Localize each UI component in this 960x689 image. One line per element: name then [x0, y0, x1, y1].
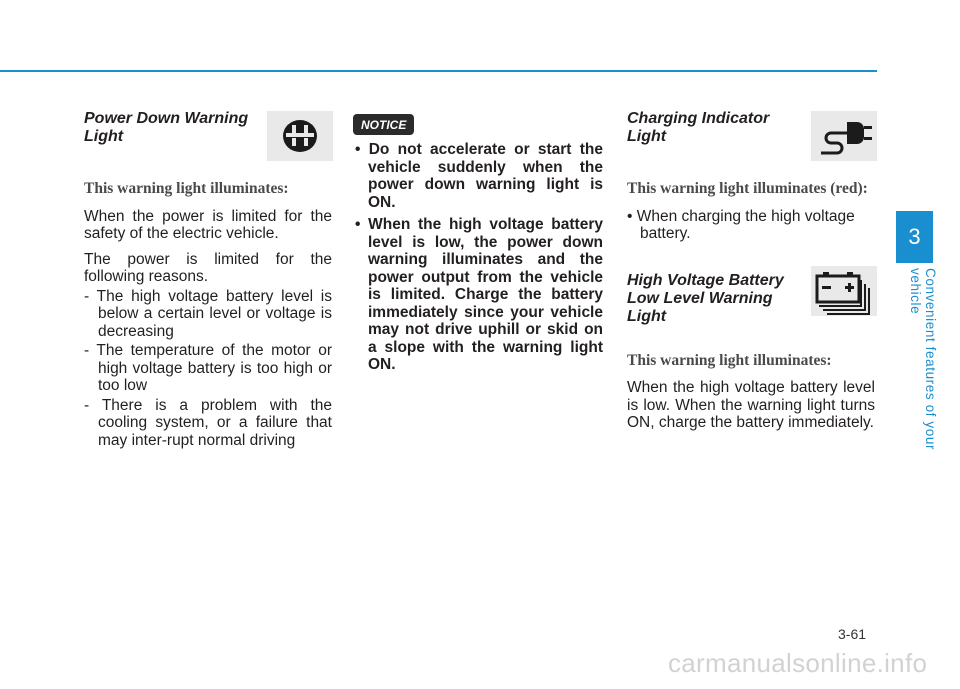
subhead-illuminates-red: This warning light illuminates (red): — [627, 180, 868, 197]
page-number: 3-61 — [838, 626, 867, 642]
list-item: - The temperature of the motor or high voltage battery is too high or too low — [84, 342, 332, 394]
chapter-tab: 3 — [896, 211, 933, 263]
column-power-down — [84, 110, 332, 449]
list-item: - The high voltage battery level is below a certain level or voltage is decreasing — [84, 287, 332, 340]
paragraph-power-limited: When the power is limited for the safety of the electric vehicle. — [84, 207, 332, 242]
chapter-label — [908, 268, 938, 498]
list-item: • When charging the high voltage battery. — [627, 207, 855, 242]
notice-bullet: • When the high voltage battery level is low, the power down warning illuminates and the power output from the vehicle is limited. Charge the battery immediately since your vehicle may not drive uphill or skid on a slope with the warning light ON. — [355, 216, 603, 373]
column-notice — [355, 141, 603, 374]
notice-badge: NOTICE — [353, 114, 414, 135]
section-title-power-down: Power Down Warning Light — [84, 110, 249, 145]
paragraph-reasons: The power is limited for the following reasons. — [84, 250, 332, 285]
watermark: carmanualsonline.info — [668, 648, 928, 678]
paragraph-hv-battery: When the high voltage battery level is low. When the warning light turns ON, charge the battery immediately. — [627, 379, 875, 431]
section-title-hv-battery: High Voltage Battery Low Level Warning Light — [627, 271, 784, 325]
notice-bullet: • Do not accelerate or start the vehicle suddenly when the power down warning light is ON. — [355, 141, 603, 211]
column-indicators — [627, 110, 875, 432]
top-rule — [0, 70, 877, 72]
subhead-illuminates: This warning light illuminates: — [627, 351, 832, 369]
subhead-illuminates: This warning light illuminates: — [84, 180, 289, 197]
chapter-label-text: Convenient features of your vehicle — [908, 268, 938, 451]
list-item: - There is a problem with the cooling system, or a failure that may inter-rupt normal driving — [84, 396, 332, 449]
section-title-charging: Charging Indicator Light — [627, 110, 770, 145]
